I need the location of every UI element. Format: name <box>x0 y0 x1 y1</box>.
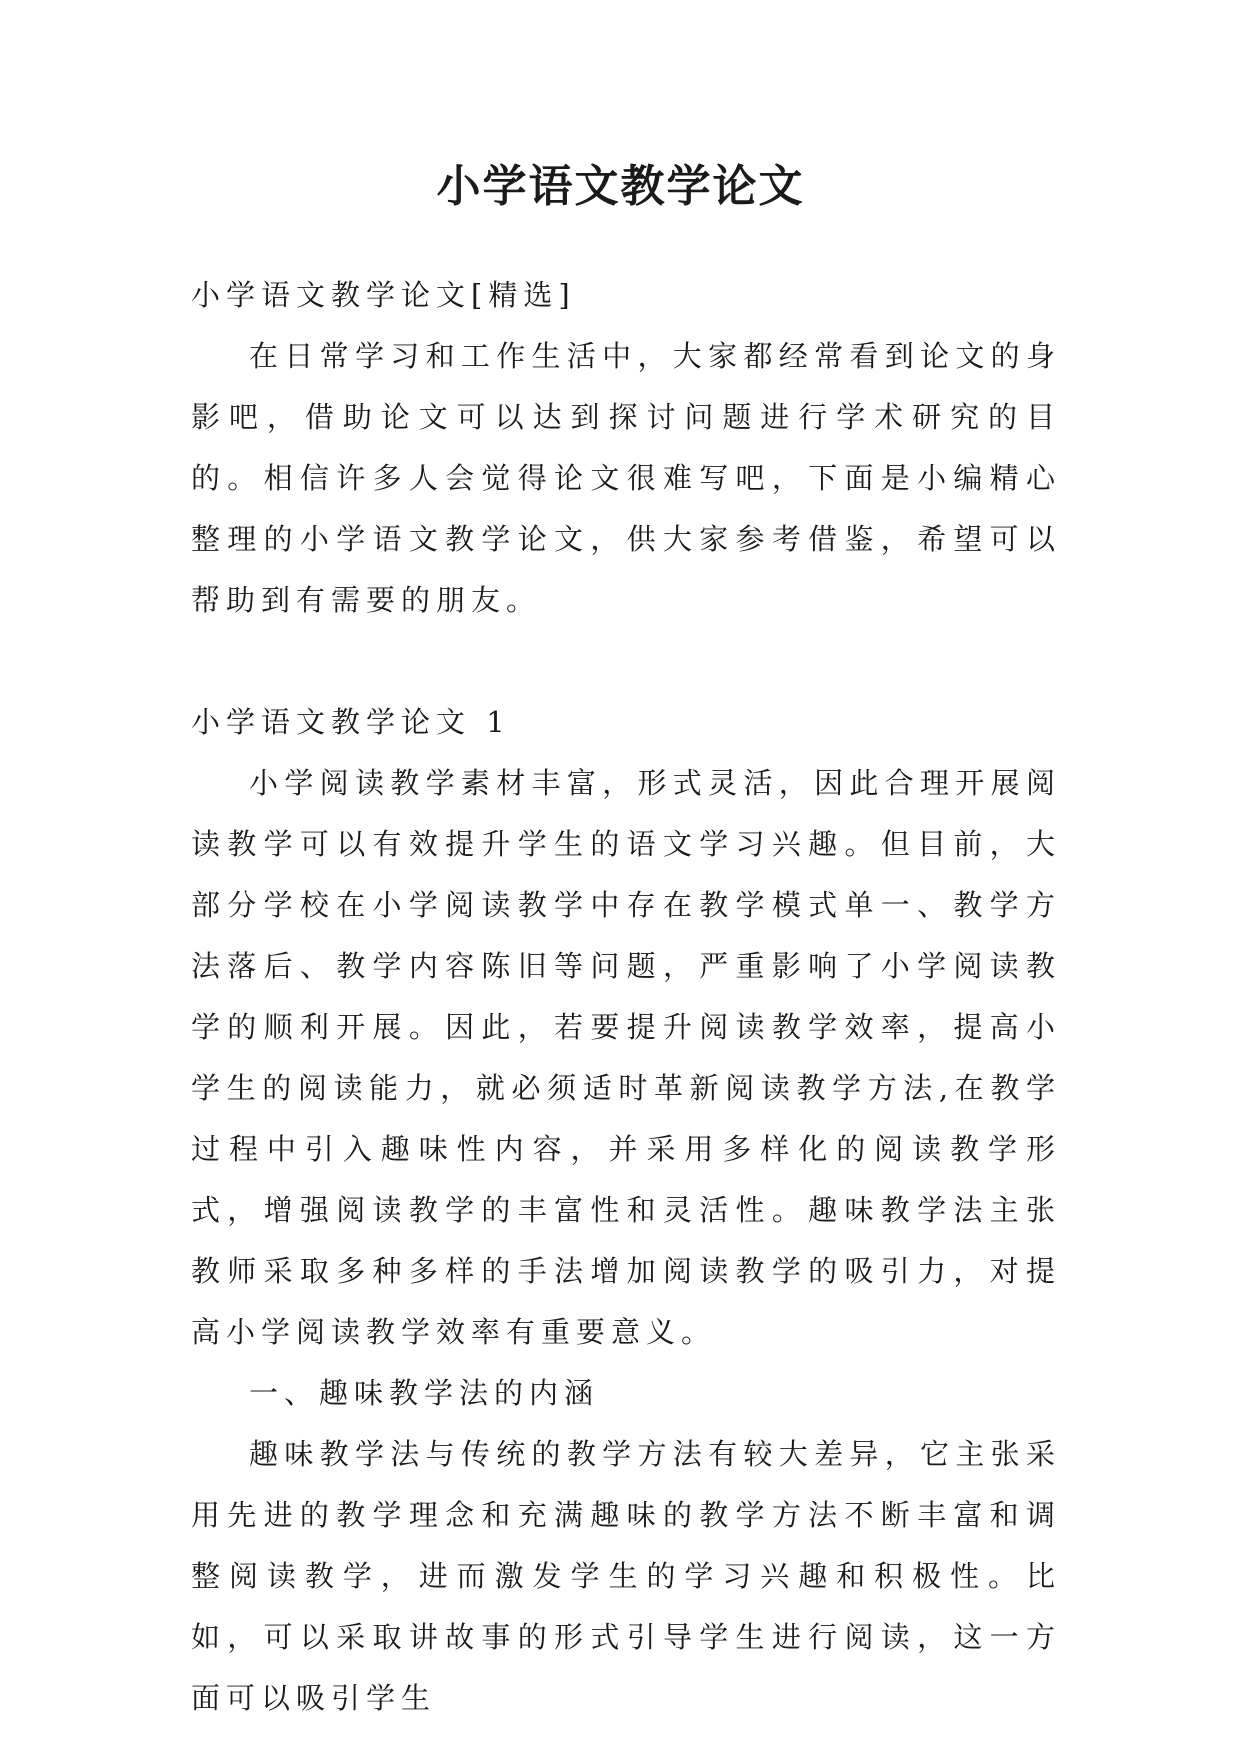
body-paragraph-2: 趣味教学法与传统的教学方法有较大差异，它主张采用先进的教学理念和充满趣味的教学方法不断丰富和调整阅读教学，进而激发学生的学习兴趣和积极性。比如，可以采取讲故事的形式引导学生进行阅读，这一方面可以吸引学生 <box>191 1437 1061 1715</box>
document-body <box>191 265 1061 1729</box>
intro-heading: 小学语文教学论文[精选] <box>191 278 576 312</box>
page-title: 小学语文教学论文 <box>436 161 805 212</box>
paragraph-spacer <box>191 631 1061 692</box>
body-paragraph-1: 小学阅读教学素材丰富，形式灵活，因此合理开展阅读教学可以有效提升学生的语文学习兴趣。但目前，大部分学校在小学阅读教学中存在教学模式单一、教学方法落后、教学内容陈旧等问题，严重影响了小学阅读教学的顺利开展。因此，若要提升阅读教学效率，提高小学生的阅读能力，就必须适时革新阅读教学方法,在教学过程中引入趣味性内容，并采用多样化的阅读教学形式，增强阅读教学的丰富性和灵活性。趣味教学法主张教师采取多种多样的手法增加阅读教学的吸引力，对提高小学阅读教学效率有重要意义。 <box>191 766 1061 1349</box>
section-heading: 小学语文教学论文 1 <box>191 705 511 739</box>
intro-paragraph: 在日常学习和工作生活中，大家都经常看到论文的身影吧，借助论文可以达到探讨问题进行学术研究的目的。相信许多人会觉得论文很难写吧，下面是小编精心整理的小学语文教学论文，供大家参考借鉴，希望可以帮助到有需要的朋友。 <box>191 339 1061 617</box>
subheading-1: 一、趣味教学法的内涵 <box>249 1376 600 1410</box>
